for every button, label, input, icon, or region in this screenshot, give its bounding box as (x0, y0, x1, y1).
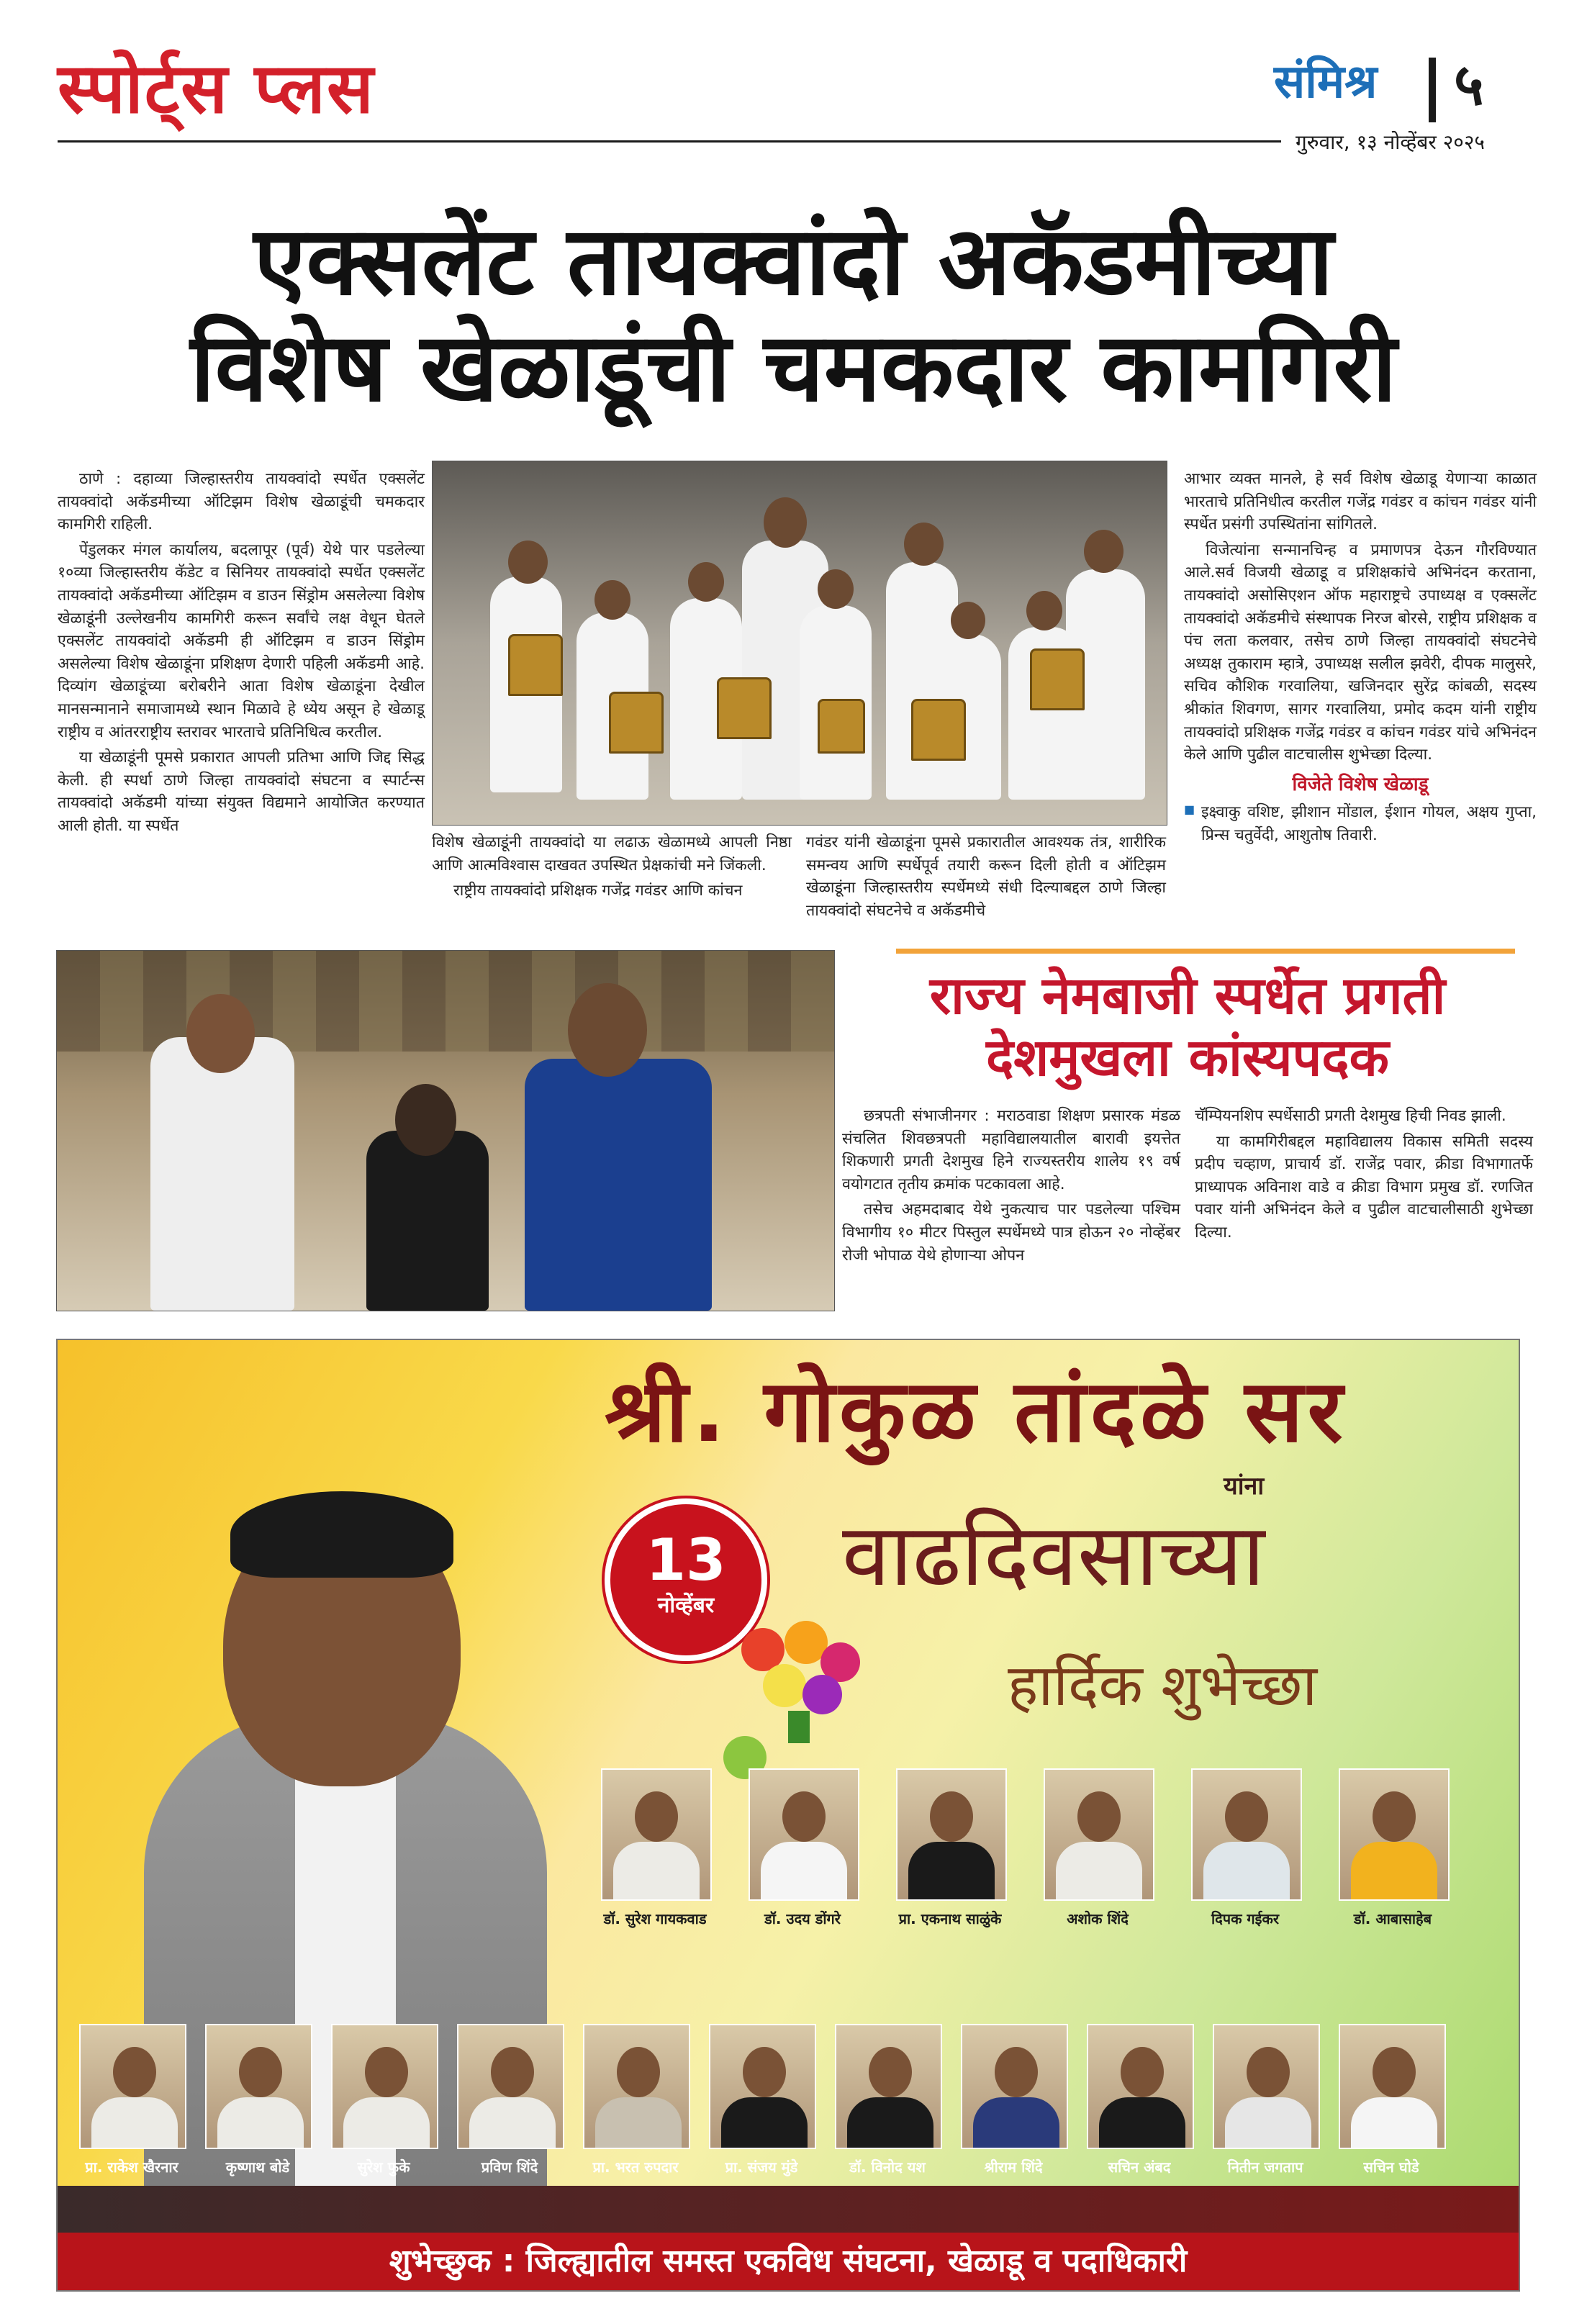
portrait-name: प्रा. संजय मुंडे (725, 2158, 798, 2176)
section-divider (1429, 58, 1436, 122)
portrait (709, 2024, 816, 2149)
portrait-name: दिपक गईकर (1211, 1910, 1280, 1927)
story2-accent-bar (896, 949, 1515, 954)
trophy-icon (1030, 648, 1085, 710)
portrait (1339, 1768, 1450, 1901)
masthead-rule (58, 140, 1281, 143)
masthead-title: स्पोर्ट्स प्लस (58, 48, 375, 129)
taekwondo-team-photo (432, 461, 1167, 826)
story1-paragraph: या खेळाडूंनी पूमसे प्रकारात आपली प्रतिभा आणि जिद्द सिद्ध केली. ही स्पर्धा ठाणे जिल्हा तायक्वांदो संघटना व स्पार्टन्स तायक्वांदो अकॅडमी यांच्या संयुक्त विद्यमाने आयोजित करण्यात आली होती. या स्पर्धेत (58, 749, 425, 835)
portrait (583, 2024, 690, 2149)
portrait (1213, 2024, 1320, 2149)
story1-paragraph: पेंडुलकर मंगल कार्यालय, बदलापूर (पूर्व) येथे पार पडलेल्या १०व्या जिल्हास्तरीय कॅडेट व सिनियर तायक्वांदो स्पर्धेत एक्सलेंट तायक्वांदो अकॅडमीच्या ऑटिझम व डाउन सिंड्रोम असलेल्या विशेष खेळाडूंनी उल्लेखनीय कामगिरी करून सर्वांचे लक्ष वेधून घेतले एक्सलेंट तायक्वांदो अकॅडमी ही ऑटिझम व डाउन सिंड्रोम असलेल्या विशेष खेळाडूंना प्रशिक्षण देणारी पहिली अकॅडमी आहे. दिव्यांग खेळाडूंच्या बरोबरीने आता विशेष खेळाडूंना देखील मानसन्मानाने समाजामध्ये स्थान मिळावे हे ध्येय असून हे खेळाडू राष्ट्रीय व आंतरराष्ट्रीय स्तरावर भारताचे प्रतिनिधित्व करतील. (58, 541, 425, 741)
portrait-name: प्रा. एकनाथ साळुंके (898, 1910, 1002, 1927)
story1-column-2 (432, 831, 792, 905)
portrait-name: नितीन जगताप (1227, 2158, 1303, 2176)
trophy-icon (508, 634, 563, 696)
story2-headline (842, 964, 1533, 1089)
story1-paragraph: गवंडर यांनी खेळाडूंना पूमसे प्रकारातील आवश्यक तंत्र, शारीरिक समन्वय आणि स्पर्धेपूर्व तयारी करून दिली होती व ऑटिझम खेळाडूंना जिल्हास्तरीय स्पर्धेमध्ये संधी दिल्याबद्दल ठाणे जिल्हा तायक्वांदो संघटनेचे व अकॅडमीचे (806, 833, 1166, 920)
portrait (961, 2024, 1068, 2149)
story1-paragraph: ठाणे : दहाव्या जिल्हास्तरीय तायक्वांदो स्पर्धेत एक्सलेंट तायक्वांदो अकॅडमीच्या ऑटिझम विशेष खेळाडूंची चमकदार कामगिरी राहिली. (58, 470, 425, 534)
portrait-name: प्रा. राकेश खैरनार (85, 2158, 178, 2176)
story2-column-1 (842, 1105, 1180, 1270)
story2-paragraph: तसेच अहमदाबाद येथे नुकत्याच पार पडलेल्या पश्चिम विभागीय १० मीटर पिस्तुल स्पर्धेमध्ये पात्र होऊन २० नोव्हेंबर रोजी भोपाळ येथे होणाऱ्या ओपन (842, 1201, 1180, 1265)
trophy-icon (818, 699, 865, 754)
trophy-icon (717, 677, 772, 739)
portrait-name: अशोक शिंदे (1067, 1910, 1129, 1927)
portrait-name: प्रा. भरत रुपदार (592, 2158, 679, 2176)
ad-name-strip (58, 2186, 1519, 2236)
ad-title: श्री. गोकुळ तांदळे सर (605, 1362, 1347, 1462)
story1-headline (58, 206, 1529, 423)
portrait (601, 1768, 712, 1901)
page-number: ५ (1454, 51, 1484, 118)
winners-heading: विजेते विशेष खेळाडू (1292, 773, 1429, 795)
winners-list: ■ इक्ष्वाकु वशिष्ट, झीशान मोंडाल, ईशान गोयल, अक्षय गुप्ता, प्रिन्स चतुर्वेदी, आशुतोष तिवारी. (1184, 801, 1537, 846)
story2-paragraph: या कामगिरीबद्दल महाविद्यालय विकास समिती सदस्य प्रदीप चव्हाण, प्राचार्य डॉ. राजेंद्र पवार, क्रीडा विभागातर्फे प्राध्यापक अविनाश वाडे व क्रीडा विभाग प्रमुख डॉ. रणजित पवार यांनी अभिनंदन केले व पुढील वाटचालीसाठी शुभेच्छा दिल्या. (1195, 1132, 1533, 1242)
portrait (896, 1768, 1007, 1901)
date-badge-month: नोव्हेंबर (657, 1593, 715, 1618)
story1-column-4 (1184, 468, 1537, 846)
trophy-icon (609, 692, 664, 754)
story1-column-3 (806, 831, 1166, 925)
portrait-name: डॉ. सुरेश गायकवाड (603, 1910, 707, 1927)
portrait (749, 1768, 859, 1901)
story1-paragraph: विजेत्यांना सन्मानचिन्ह व प्रमाणपत्र देऊन गौरविण्यात आले.सर्व विजयी खेळाडू व प्रशिक्षकांचे अभिनंदन करताना, तायक्वांदो असोसिएशन ऑफ महाराष्ट्रचे उपाध्यक्ष व एक्सलेंट तायक्वांदो अकॅडमीचे संस्थापक निरज बोरसे, राष्ट्रीय प्रशिक्षक व पंच लता कलवार, तसेच ठाणे जिल्हा तायक्वांदो संघटनेचे अध्यक्ष तुकाराम म्हात्रे, उपाध्यक्ष सलील झवेरी, दीपक मालुसरे, सचिव कौशिक गरवालिया, खजिनदार सुरेंद्र कांबळी, सदस्य श्रीकांत शिवगण, सागर गरवालिया, प्रमोद कदम यांनी राष्ट्रीय तायक्वांदो प्रशिक्षक गजेंद्र गवंडर व कांचन गवंडर यांचे अभिनंदन केले आणि पुढील वाटचालीस शुभेच्छा दिल्या. (1184, 541, 1537, 764)
ad-wish-line2: हार्दिक शुभेच्छा (1008, 1652, 1318, 1719)
portrait (331, 2024, 438, 2149)
story1-headline-line2: विशेष खेळाडूंची चमकदार कामगिरी (190, 312, 1397, 423)
portrait-name: डॉ. उदय डोंगरे (764, 1910, 841, 1927)
portrait-name: श्रीराम शिंदे (984, 2158, 1043, 2176)
portrait-name: कृष्णाथ बोडे (225, 2158, 290, 2176)
story1-paragraph: आभार व्यक्त मानले, हे सर्व विशेष खेळाडू येणाऱ्या काळात भारताचे प्रतिनिधीत्व करतील गजेंद्र गवंडर व कांचन गवंडर यांनी स्पर्धेत प्रसंगी उपस्थितांना सांगितले. (1184, 470, 1537, 534)
story1-paragraph: विशेष खेळाडूंनी तायक्वांदो या लढाऊ खेळामध्ये आपली निष्ठा आणि आत्मविश्वास दाखवत उपस्थित प्रेक्षकांची मने जिंकली. (432, 833, 792, 874)
ad-footer-text: शुभेच्छुक : जिल्ह्यातील समस्त एकविध संघटना, खेळाडू व पदाधिकारी (389, 2243, 1188, 2279)
bouquet-icon (727, 1614, 871, 1743)
story1-headline-line1: एक्सलेंट तायक्वांदो अकॅडमीच्या (253, 206, 1334, 317)
story2-headline-line1: राज्य नेमबाजी स्पर्धेत प्रगती (929, 965, 1446, 1026)
story2-paragraph: चॅम्पियनशिप स्पर्धेसाठी प्रगती देशमुख हिची निवड झाली. (1195, 1107, 1506, 1125)
issue-date: गुरुवार, १३ नोव्हेंबर २०२५ (1296, 130, 1485, 154)
story2-column-2 (1195, 1105, 1533, 1247)
story1-paragraph: राष्ट्रीय तायक्वांदो प्रशिक्षक गजेंद्र गवंडर आणि कांचन (453, 882, 743, 900)
portrait (1191, 1768, 1302, 1901)
ad-yanna: यांना (1224, 1472, 1265, 1501)
portrait-name: प्रविण शिंदे (481, 2158, 538, 2176)
portrait-name: सचिन घोडे (1363, 2158, 1419, 2176)
portrait-name: डॉ. आबासाहेब (1353, 1910, 1432, 1927)
portrait (79, 2024, 186, 2149)
birthday-advertisement (56, 1339, 1520, 2292)
portrait (1087, 2024, 1194, 2149)
story2-paragraph: छत्रपती संभाजीनगर : मराठवाडा शिक्षण प्रसारक मंडळ संचलित शिवछत्रपती महाविद्यालयातील बारावी इयत्तेत शिकणारी प्रगती देशमुख हिने राज्यस्तरीय शालेय १९ वर्ष वयोगटात तृतीय क्रमांक पटकावला आहे. (842, 1107, 1180, 1193)
portrait (835, 2024, 942, 2149)
portrait (1339, 2024, 1446, 2149)
ad-footer (58, 2233, 1519, 2290)
portrait-name: सचिन अंबद (1108, 2158, 1171, 2176)
portrait (1044, 1768, 1154, 1901)
trophy-icon (911, 699, 966, 761)
section-name: संमिश्र (1274, 55, 1378, 109)
portrait (457, 2024, 564, 2149)
portrait-name: सुरेश फुके (357, 2158, 410, 2176)
ad-wish-line1: वाढदिवसाच्या (842, 1506, 1265, 1606)
date-badge-number: 13 (646, 1527, 726, 1593)
portrait-name: डॉ. विनोद यश (849, 2158, 926, 2176)
portrait (205, 2024, 312, 2149)
story2-headline-line2: देशमुखला कांस्यपदक (986, 1027, 1389, 1088)
story1-column-1 (58, 468, 425, 841)
shooter-felicitation-photo (56, 950, 835, 1311)
